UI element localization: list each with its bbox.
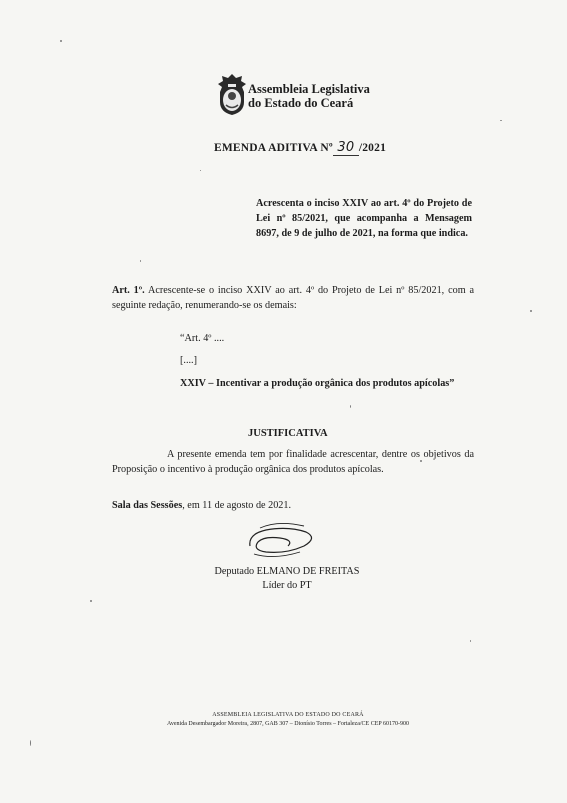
institution-name-line2: do Estado do Ceará — [248, 96, 354, 110]
place-label: Sala das Sessões — [112, 500, 183, 511]
justification-heading: JUSTIFICATIVA — [248, 428, 328, 439]
amendment-number: 30 — [333, 140, 359, 156]
article-one-text: Acrescente-se o inciso XXIV ao art. 4º do Projeto de Lei nº 85/2021, com a seguinte redação, renumerando-se os demais: — [112, 285, 475, 311]
amendment-title — [214, 140, 386, 156]
article-one-label: Art. 1º. — [112, 285, 145, 296]
amendment-year: /2021 — [358, 142, 387, 154]
footer-institution: ASSEMBLEIA LEGISLATIVA DO ESTADO DO CEARÁ — [212, 712, 364, 718]
amendment-title-prefix: EMENDA ADITIVA Nº — [214, 142, 333, 154]
quote-line-art4: “Art. 4º .... — [180, 333, 225, 344]
quote-line-ellipsis: [....] — [180, 355, 197, 366]
institution-name-line1: Assembleia Legislativa — [248, 82, 370, 96]
institution-name — [248, 82, 370, 110]
page-footer — [140, 711, 436, 729]
quote-line-inciso-xxiv: XXIV – Incentivar a produção orgânica dos produtos apícolas” — [180, 378, 455, 389]
signer-block — [212, 565, 362, 593]
footer-address: Avenida Desembargador Moreira, 2807, GAB 307 – Dionísio Torres – Fortaleza/CE CEP 60170-900 — [167, 721, 409, 727]
signer-role: Líder do PT — [262, 580, 312, 591]
coat-of-arms-logo — [214, 72, 250, 116]
signer-name: Deputado ELMANO DE FREITAS — [214, 566, 360, 577]
amendment-summary: Acrescenta o inciso XXIV ao art. 4º do Projeto de Lei nº 85/2021, que acompanha a Mensagem 8697, de 9 de julho de 2021, na forma que indica. — [256, 198, 472, 239]
justification-text: A presente emenda tem por finalidade acrescentar, dentre os objetivos da Proposição o incentivo à produção orgânica dos produtos apícolas. — [112, 449, 474, 475]
handwritten-signature — [244, 516, 320, 564]
article-one — [112, 283, 474, 313]
place-date — [112, 500, 291, 511]
date-text: , em 11 de agosto de 2021. — [182, 500, 292, 511]
